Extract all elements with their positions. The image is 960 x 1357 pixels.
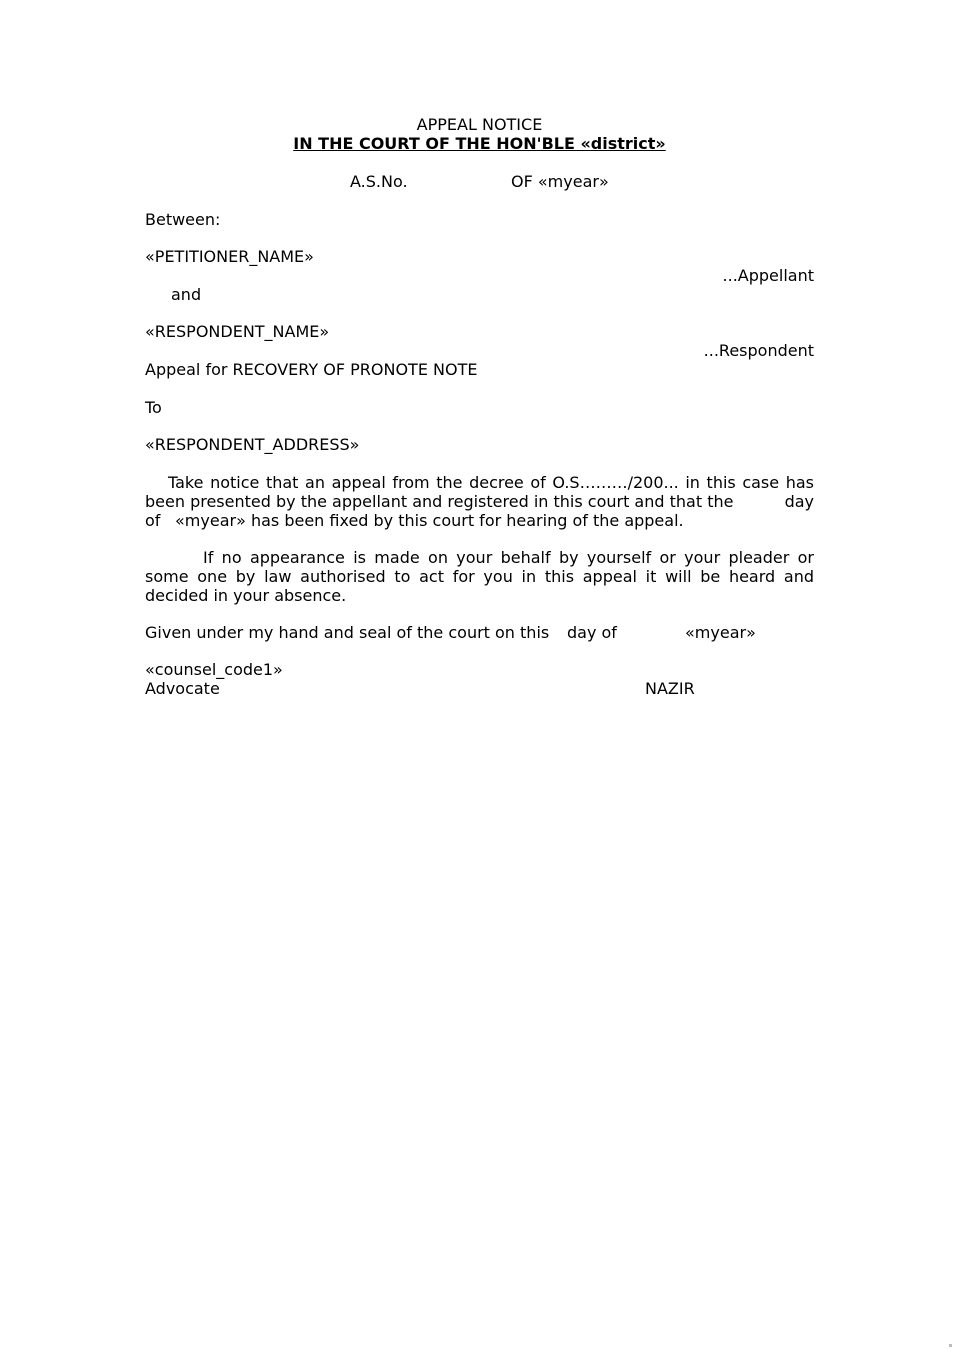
appellant-label: ...Appellant xyxy=(722,266,814,285)
between-label: Between: xyxy=(145,210,221,229)
case-number-label: A.S.No. xyxy=(350,172,408,191)
absence-paragraph: If no appearance is made on your behalf by yourself or your pleader or some one by law authorised to act for you in this appeal it will be heard and decided in your absence. xyxy=(145,548,814,605)
case-year: OF «myear» xyxy=(511,172,609,191)
given-year: «myear» xyxy=(685,623,756,642)
page-corner-mark xyxy=(949,1344,952,1347)
document-title: APPEAL NOTICE xyxy=(416,115,543,134)
petitioner-name: «PETITIONER_NAME» xyxy=(145,247,314,266)
respondent-address: «RESPONDENT_ADDRESS» xyxy=(145,435,360,454)
given-day-of: day of xyxy=(567,623,617,642)
notice-paragraph-of: of xyxy=(145,511,161,530)
advocate-label: Advocate xyxy=(145,679,220,698)
and-label: and xyxy=(171,285,202,304)
appeal-subject: Appeal for RECOVERY OF PRONOTE NOTE xyxy=(145,360,478,379)
respondent-name: «RESPONDENT_NAME» xyxy=(145,322,330,341)
respondent-label: ...Respondent xyxy=(703,341,814,360)
nazir-label: NAZIR xyxy=(645,679,695,698)
to-label: To xyxy=(145,398,162,417)
notice-paragraph-line-3: «myear» has been fixed by this court for hearing of the appeal. xyxy=(175,511,684,530)
court-heading: IN THE COURT OF THE HON'BLE «district» xyxy=(293,134,666,153)
notice-paragraph-line-2: been presented by the appellant and registered in this court and that the xyxy=(145,492,734,511)
notice-paragraph-line-1: Take notice that an appeal from the decree of O.S………/200... in this case has xyxy=(168,473,814,492)
counsel-code: «counsel_code1» xyxy=(145,660,283,679)
given-under-text: Given under my hand and seal of the court on this xyxy=(145,623,550,642)
notice-paragraph-day: day xyxy=(784,492,814,511)
